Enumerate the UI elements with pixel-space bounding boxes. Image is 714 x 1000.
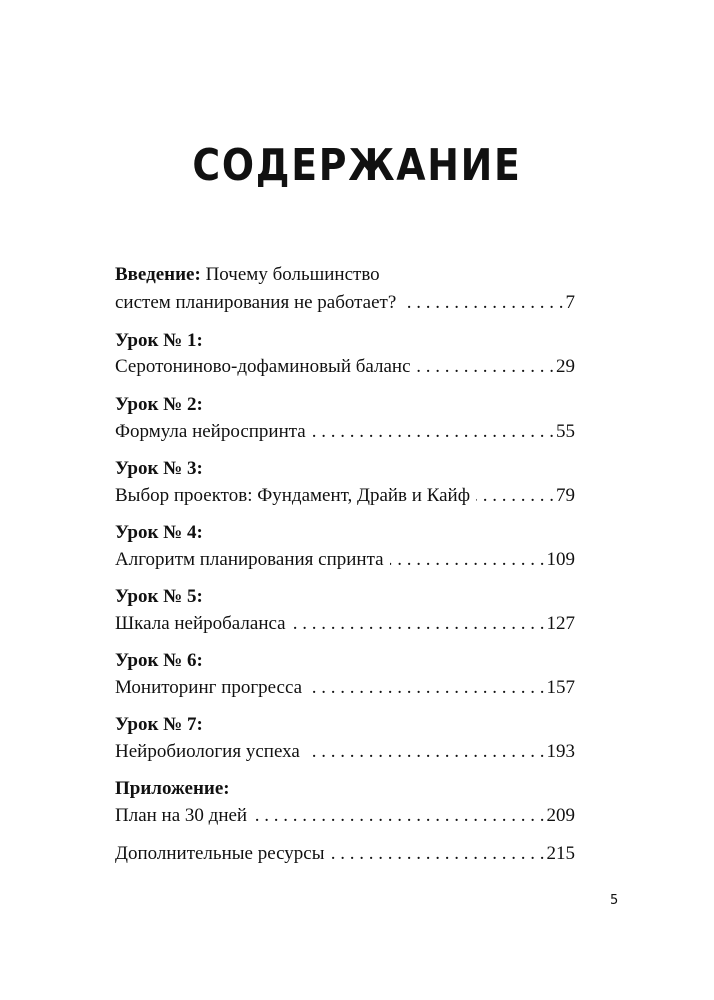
lesson-title: Серотониново-дофаминовый баланс bbox=[115, 356, 411, 377]
lesson-label: Урок № 2: bbox=[115, 394, 203, 415]
dot-leader bbox=[402, 290, 563, 316]
page-title: СОДЕРЖАНИЕ bbox=[192, 140, 522, 191]
dot-leader bbox=[308, 675, 544, 701]
page-folio: 5 bbox=[610, 893, 619, 908]
lesson-title: Алгоритм планирования спринта bbox=[115, 549, 384, 570]
dot-leader bbox=[306, 739, 545, 765]
lesson-label: Урок № 5: bbox=[115, 586, 203, 607]
lesson-title: Формула нейроспринта bbox=[115, 421, 306, 442]
appendix-label: Приложение: bbox=[115, 778, 230, 799]
lesson-label: Урок № 4: bbox=[115, 522, 203, 543]
intro-title-line2: систем планирования не работает? bbox=[115, 292, 397, 313]
appendix-title: План на 30 дней bbox=[115, 805, 248, 826]
intro-title-line1: Почему большинство bbox=[205, 264, 380, 285]
page-number: 127 bbox=[546, 613, 575, 634]
page-number: 79 bbox=[556, 485, 575, 506]
lesson-title: Шкала нейробаланса bbox=[115, 613, 286, 634]
dot-leader bbox=[390, 547, 545, 573]
dot-leader bbox=[417, 354, 554, 380]
page-number: 209 bbox=[546, 805, 575, 826]
lesson-label: Урок № 1: bbox=[115, 330, 203, 351]
page-number: 7 bbox=[565, 292, 575, 313]
page-number: 193 bbox=[546, 741, 575, 762]
lesson-title: Выбор проектов: Фундамент, Драйв и Кайф bbox=[115, 485, 471, 506]
page-number: 157 bbox=[546, 677, 575, 698]
toc-entry-appendix-1[interactable] bbox=[115, 803, 575, 829]
page-number: 29 bbox=[556, 356, 575, 377]
lesson-title: Мониторинг прогресса bbox=[115, 677, 303, 698]
toc-entry-lesson-1[interactable] bbox=[115, 354, 575, 380]
page-number: 109 bbox=[546, 549, 575, 570]
toc-entry-lesson-6[interactable] bbox=[115, 675, 575, 701]
toc-entry-lesson-7[interactable] bbox=[115, 739, 575, 765]
toc-entry-intro[interactable] bbox=[115, 290, 575, 316]
intro-label: Введение: bbox=[115, 264, 201, 285]
lesson-title: Нейробиология успеха bbox=[115, 741, 300, 762]
intro-heading-line bbox=[115, 262, 575, 288]
toc-entry-lesson-4[interactable] bbox=[115, 547, 575, 573]
dot-leader bbox=[292, 611, 545, 637]
dot-leader bbox=[330, 841, 544, 867]
lesson-label: Урок № 3: bbox=[115, 458, 203, 479]
dot-leader bbox=[312, 419, 554, 445]
page-number: 215 bbox=[546, 843, 575, 864]
toc-entry-lesson-5[interactable] bbox=[115, 611, 575, 637]
dot-leader bbox=[253, 803, 544, 829]
dot-leader bbox=[476, 483, 554, 509]
toc-entry-appendix-2[interactable] bbox=[115, 841, 575, 867]
toc-entry-lesson-3[interactable] bbox=[115, 483, 575, 509]
appendix-title: Дополнительные ресурсы bbox=[115, 843, 325, 864]
page-number: 55 bbox=[556, 421, 575, 442]
lesson-label: Урок № 6: bbox=[115, 650, 203, 671]
lesson-label: Урок № 7: bbox=[115, 714, 203, 735]
toc-entry-lesson-2[interactable] bbox=[115, 419, 575, 445]
